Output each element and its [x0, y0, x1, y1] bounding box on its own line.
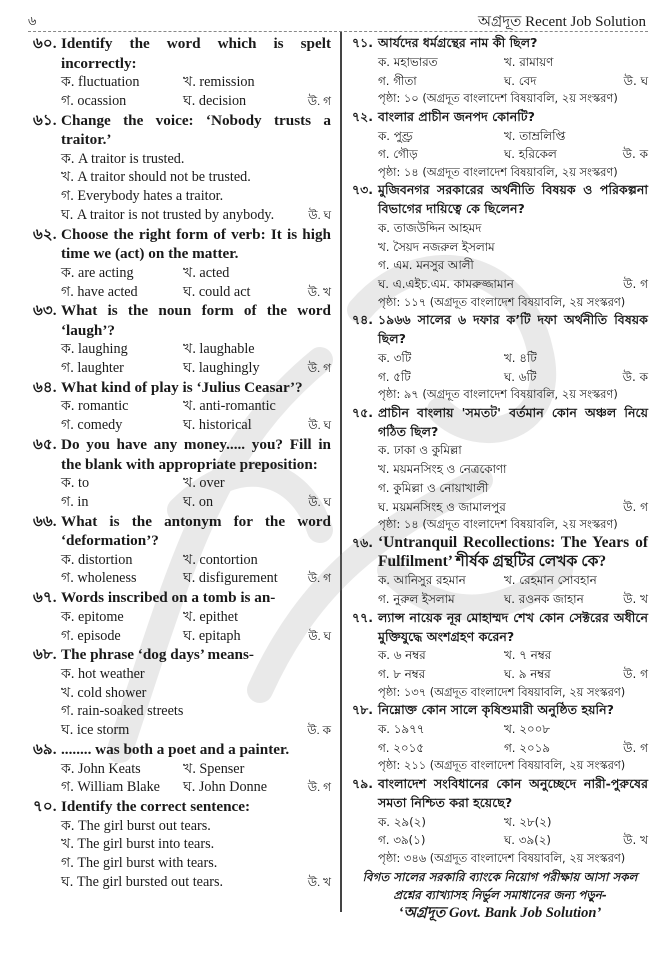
option: গ. comedy: [61, 417, 123, 434]
option: ঘ. বেদ: [504, 73, 537, 88]
question-stem: [352, 108, 648, 127]
question-number: ৬৯.: [33, 741, 57, 759]
option: ঘ. এ.এইচ.এম. কামরুজ্জামান: [378, 277, 514, 292]
question-stem: [33, 512, 331, 551]
option-row: [61, 835, 331, 854]
question-text: The phrase ‘dog days’ means-: [61, 646, 254, 664]
option-row: [61, 264, 331, 283]
question-block: [352, 534, 648, 609]
question-block: [33, 588, 331, 645]
option: ক. laughing: [61, 341, 128, 358]
option-row: [378, 479, 648, 498]
question-text: ........ was both a poet and a painter.: [61, 741, 290, 759]
option: খ. anti-romantic: [183, 398, 276, 415]
options-list: [61, 474, 331, 512]
option-row: [61, 150, 331, 169]
option-row: [378, 720, 648, 739]
option-row: [378, 256, 648, 275]
option: খ. তাম্রলিপ্তি: [504, 128, 566, 143]
answer-key: উ. গ: [623, 277, 648, 292]
option-row: [378, 53, 648, 72]
option: ক. hot weather: [61, 665, 145, 682]
question-block: [33, 740, 331, 797]
answer-key: উ. গ: [307, 93, 331, 108]
option: ক. ২৯(২): [378, 814, 426, 829]
option: ক. The girl burst out tears.: [61, 817, 211, 834]
options-list: [378, 571, 648, 608]
right-column: [352, 34, 648, 922]
source-reference: পৃষ্ঠা: ১০ (অগ্রদূত বাংলাদেশ বিষয়াবলি, ২য় সংস্করণ): [378, 91, 618, 106]
option-row: [61, 397, 331, 416]
option: ঘ. ice storm: [61, 722, 130, 739]
option-row: [61, 168, 331, 187]
question-text: বাংলাদেশ সংবিধানের কোন অনুচ্ছেদে নারী-পুরুষের সমতা নিশ্চিত করা হয়েছে?: [378, 775, 648, 810]
option: গ. ৮ নম্বর: [378, 667, 426, 682]
option: ক. epitome: [61, 608, 124, 625]
question-block: [33, 435, 331, 512]
option: গ. episode: [61, 627, 121, 644]
question-block: [33, 301, 331, 378]
option: গ. গীতা: [378, 73, 417, 88]
options-list: [378, 53, 648, 108]
option: গ. নুরুল ইসলাম: [378, 592, 455, 607]
question-block: [33, 645, 331, 740]
option: ঘ. A traitor is not trusted by anybody.: [61, 206, 275, 223]
option: খ. contortion: [183, 551, 258, 568]
question-text: ‘Untranquil Recollections: The Years of Fulfilment’ শীর্ষক গ্রন্থটির লেখক কে?: [378, 533, 648, 570]
option: খ. A traitor should not be trusted.: [61, 169, 251, 186]
option: ক. romantic: [61, 398, 129, 415]
question-number: ৬৮.: [33, 646, 57, 664]
option: খ. acted: [183, 264, 230, 281]
option-row: [378, 238, 648, 257]
options-list: [378, 127, 648, 182]
question-text: Words inscribed on a tomb is an-: [61, 589, 276, 607]
question-block: [33, 34, 331, 111]
option: ক. fluctuation: [61, 74, 140, 90]
option: ঘ. could act: [183, 283, 251, 300]
question-block: [33, 225, 331, 302]
options-list: [61, 817, 331, 892]
option: খ. remission: [183, 74, 255, 90]
option: খ. ৪টি: [504, 350, 537, 365]
option-row: [378, 590, 648, 609]
answer-key: উ. ঘ: [308, 207, 331, 222]
question-number: ৭০.: [33, 798, 57, 816]
option: গ. William Blake: [61, 779, 160, 796]
option-row: [61, 854, 331, 873]
option-row: [61, 627, 331, 646]
question-block: [33, 111, 331, 225]
option: ক. A traitor is trusted.: [61, 150, 185, 167]
option-row: [61, 359, 331, 378]
question-block: [352, 404, 648, 534]
option-row: [378, 219, 648, 238]
option-row: [378, 127, 648, 146]
option: ক. ১৯৭৭: [378, 722, 425, 737]
option-row: [61, 608, 331, 627]
question-stem: [33, 797, 331, 817]
options-list: [378, 441, 648, 533]
options-list: [61, 340, 331, 378]
question-text: প্রাচীন বাংলায় 'সমতট' বর্তমান কোন অঞ্চল নিয়ে গঠিত ছিল?: [378, 404, 648, 439]
options-list: [61, 551, 331, 589]
option: গ. ৩৯(১): [378, 833, 426, 848]
answer-key: উ. গ: [623, 740, 648, 755]
question-number: ৬৫.: [33, 436, 57, 454]
question-block: [352, 181, 648, 311]
question-text: What is the antonym for the word ‘deformation’?: [61, 512, 331, 550]
option-row: [378, 145, 648, 164]
question-stem: [352, 775, 648, 813]
option-row: [61, 760, 331, 779]
question-number: ৭২.: [352, 108, 374, 124]
answer-key: উ. গ: [307, 780, 331, 795]
option-row: [378, 368, 648, 387]
option: গ. Everybody hates a traitor.: [61, 188, 224, 205]
option-row: [61, 551, 331, 570]
option-row: [61, 665, 331, 684]
question-text: মুজিবনগর সরকারের অর্থনীতি বিষয়ক ও পরিকল্পনা বিভাগের দায়িত্বে কে ছিলেন?: [378, 182, 648, 217]
question-stem: [352, 701, 648, 720]
option-row: [61, 817, 331, 836]
promo-note: [352, 868, 648, 922]
option-row: [61, 283, 331, 302]
question-text: Do you have any money..... you? Fill in the blank with appropriate preposition:: [61, 436, 331, 473]
answer-key: উ. ঘ: [308, 418, 331, 433]
question-number: ৬০.: [33, 35, 57, 52]
question-stem: [33, 225, 331, 264]
option: গ. ocassion: [61, 92, 127, 109]
source-reference: পৃষ্ঠা: ১৪ (অগ্রদূত বাংলাদেশ বিষয়াবলি, ২য় সংস্করণ): [378, 517, 618, 532]
question-block: [352, 311, 648, 404]
option: ঘ. decision: [183, 92, 247, 109]
question-text: নিম্নোক্ত কোন সালে কৃষিশুমারী অনুষ্ঠিত হয়নি?: [378, 702, 614, 718]
answer-key: উ. ঘ: [308, 494, 331, 509]
option-row: [61, 340, 331, 359]
answer-key: উ. ক: [307, 723, 331, 738]
option: ঘ. disfigurement: [183, 570, 278, 587]
question-stem: [352, 181, 648, 219]
option-row: [378, 571, 648, 590]
options-list: [61, 73, 331, 111]
option-row: [61, 474, 331, 493]
question-number: ৭৮.: [352, 702, 373, 718]
option-row: [61, 206, 331, 225]
option: ক. are acting: [61, 264, 134, 281]
question-stem: [33, 740, 331, 760]
option: খ. সৈয়দ নজরুল ইসলাম: [378, 239, 495, 254]
answer-key: উ. গ: [623, 499, 648, 514]
question-number: ৭৩.: [352, 182, 374, 198]
option-row: [378, 646, 648, 665]
options-list: [378, 349, 648, 404]
option-row: [61, 569, 331, 588]
options-list: [378, 813, 648, 868]
option: খ. ৭ নম্বর: [504, 648, 552, 663]
option-row: [61, 73, 331, 92]
question-block: [352, 701, 648, 775]
question-number: ৭১.: [352, 35, 373, 50]
question-number: ৬৬.: [33, 512, 57, 530]
question-block: [33, 378, 331, 435]
option: ক. মহাভারত: [378, 54, 438, 69]
option-row: [61, 92, 331, 111]
question-number: ৭৫.: [352, 404, 373, 420]
source-reference: পৃষ্ঠা: ১১৭ (অগ্রদূত বাংলাদেশ বিষয়াবলি, ২য় সংস্করণ): [378, 294, 626, 309]
option: ক. ৬ নম্বর: [378, 648, 426, 663]
option: গ. ৫টি: [378, 369, 411, 384]
question-text: Identify the word which is spelt incorrectly:: [61, 35, 331, 72]
option-row: [61, 702, 331, 721]
question-text: Change the voice: ‘Nobody trusts a traitor.’: [61, 111, 331, 149]
question-stem: [352, 311, 648, 349]
option-row: [61, 684, 331, 703]
question-text: ল্যান্স নায়েক নূর মোহাম্মদ শেখ কোন সেক্টরের অধীনে মুক্তিযুদ্ধে অংশগ্রহণ করেন?: [378, 609, 648, 644]
question-block: [352, 34, 648, 108]
option-row: [378, 460, 648, 479]
option: ঘ. ৩৯(২): [504, 833, 551, 848]
option-row: [378, 349, 648, 368]
answer-key: উ. ঘ: [308, 628, 331, 643]
question-text: What kind of play is ‘Julius Ceasar’?: [61, 378, 303, 396]
options-list: [61, 150, 331, 225]
question-number: ৭৯.: [352, 775, 373, 791]
question-block: [352, 609, 648, 702]
answer-key: উ. ঘ: [623, 73, 648, 88]
option: গ. কুমিল্লা ও নোয়াখালী: [378, 480, 489, 495]
option: গ. rain-soaked streets: [61, 703, 184, 720]
question-stem: [33, 645, 331, 665]
answer-key: উ. ক: [622, 147, 648, 162]
option: ক. পুণ্ড্র: [378, 128, 413, 143]
answer-key: উ. খ: [307, 284, 331, 299]
question-stem: [33, 435, 331, 474]
options-list: [61, 608, 331, 646]
option-row: [378, 665, 648, 684]
question-text: Identify the correct sentence:: [61, 798, 251, 816]
option: ঘ. ময়মনসিংহ ও জামালপুর: [378, 499, 506, 514]
option: গ. এম. মনসুর আলী: [378, 258, 474, 273]
option-row: [61, 493, 331, 512]
source-reference: পৃষ্ঠা: ১৩৭ (অগ্রদূত বাংলাদেশ বিষয়াবলি, ২য় সংস্করণ): [378, 684, 626, 699]
promo-line-2: প্রশ্নের ব্যাখ্যাসহ নির্ভুল সমাধানের জন্য পড়ুন-: [393, 888, 607, 903]
answer-key: উ. খ: [307, 875, 331, 890]
source-reference: পৃষ্ঠা: ১৪ (অগ্রদূত বাংলাদেশ বিষয়াবলি, ২য় সংস্করণ): [378, 164, 618, 179]
question-block: [352, 775, 648, 868]
option: খ. ময়মনসিংহ ও নেত্রকোণা: [378, 462, 507, 477]
question-number: ৭৪.: [352, 312, 373, 328]
page-number: ৬: [28, 13, 37, 28]
answer-key: উ. ক: [622, 369, 648, 384]
option: খ. cold shower: [61, 684, 147, 701]
option: খ. The girl burst into tears.: [61, 836, 215, 853]
option: ক. distortion: [61, 551, 133, 568]
question-number: ৬৩.: [33, 302, 57, 320]
option: খ. ২৮(২): [504, 814, 552, 829]
option: গ. wholeness: [61, 570, 137, 587]
option: ক. to: [61, 475, 90, 492]
question-stem: [352, 534, 648, 572]
option: ঘ. হরিকেল: [504, 147, 557, 162]
question-number: ৬৪.: [33, 378, 57, 396]
option: ঘ. John Donne: [183, 779, 268, 796]
promo-line-1: বিগত সালের সরকারি ব্যাংকে নিয়োগ পরীক্ষায় আসা সকল: [362, 870, 638, 885]
left-column: [33, 34, 331, 892]
option: খ. over: [183, 475, 225, 492]
options-list: [378, 646, 648, 701]
option-row: [61, 721, 331, 740]
option-row: [378, 739, 648, 758]
question-number: ৬৭.: [33, 589, 57, 607]
option: ক. তাজউদ্দিন আহমদ: [378, 221, 482, 235]
option-row: [378, 72, 648, 91]
question-block: [33, 512, 331, 589]
option: গ. have acted: [61, 283, 138, 300]
options-list: [61, 665, 331, 740]
option-row: [61, 778, 331, 797]
question-number: ৬২.: [33, 225, 57, 243]
option: ঘ. ৯ নম্বর: [504, 667, 551, 682]
options-list: [61, 264, 331, 302]
answer-key: উ. গ: [623, 667, 648, 682]
question-text: Choose the right form of verb: It is high time we (act) on the matter.: [61, 225, 331, 263]
option-row: [378, 813, 648, 832]
option: ঘ. The girl bursted out tears.: [61, 874, 224, 891]
option-row: [61, 873, 331, 892]
question-number: ৭৬.: [352, 534, 374, 550]
option: ক. ঢাকা ও কুমিল্লা: [378, 443, 462, 458]
question-text: ১৯৬৬ সালের ৬ দফার ক’টি দফা অর্থনীতি বিষয়ক ছিল?: [378, 312, 648, 347]
question-block: [33, 797, 331, 892]
option: ক. John Keats: [61, 760, 141, 777]
source-reference: পৃষ্ঠা: ২১১ (অগ্রদূত বাংলাদেশ বিষয়াবলি, ২য় সংস্করণ): [378, 758, 626, 773]
answer-key: উ. গ: [307, 571, 331, 586]
option-row: [61, 416, 331, 435]
answer-key: উ. খ: [623, 592, 648, 607]
question-stem: [33, 111, 331, 150]
question-number: ৬১.: [33, 111, 57, 129]
option: গ. in: [61, 493, 89, 510]
question-text: What is the noun form of the word ‘laugh’?: [61, 302, 331, 339]
option: ঘ. laughingly: [183, 360, 260, 377]
option-row: [378, 275, 648, 294]
question-stem: [33, 34, 331, 73]
question-stem: [33, 588, 331, 608]
option-row: [378, 498, 648, 517]
option: ঘ. on: [183, 493, 214, 510]
source-reference: পৃষ্ঠা: ৯৭ (অগ্রদূত বাংলাদেশ বিষয়াবলি, ২য় সংস্করণ): [378, 387, 618, 402]
question-stem: [352, 34, 648, 53]
answer-key: উ. গ: [307, 361, 331, 376]
answer-key: উ. খ: [623, 833, 648, 848]
question-text: আর্যদের ধর্মগ্রন্থের নাম কী ছিল?: [378, 35, 538, 50]
question-stem: [352, 404, 648, 442]
question-number: ৭৭.: [352, 609, 374, 625]
option: খ. ২০০৮: [504, 722, 550, 737]
header-rule: [28, 31, 648, 32]
book-title: অগ্রদূত Recent Job Solution: [478, 14, 646, 30]
source-reference: পৃষ্ঠা: ৩৪৬ (অগ্রদূত বাংলাদেশ বিষয়াবলি, ২য় সংস্করণ): [378, 850, 626, 865]
option: খ. রামায়ণ: [504, 54, 554, 69]
option: খ. রেহমান সোবহান: [504, 573, 597, 588]
option: ঘ. রওনক জাহান: [504, 592, 584, 607]
option: গ. গৌড়: [378, 147, 418, 162]
options-list: [378, 720, 648, 775]
options-list: [61, 760, 331, 798]
option: খ. epithet: [183, 608, 239, 625]
question-text: বাংলার প্রাচীন জনপদ কোনটি?: [378, 108, 535, 124]
options-list: [61, 397, 331, 435]
option: গ. ২০১৯: [504, 740, 550, 755]
option: গ. ২০১৫: [378, 740, 424, 755]
option-row: [378, 441, 648, 460]
promo-book-title: ‘অগ্রদূত Govt. Bank Job Solution’: [398, 905, 602, 922]
question-stem: [33, 301, 331, 340]
option-row: [378, 831, 648, 850]
page-header: [28, 10, 646, 30]
option: ক. ৩টি: [378, 350, 412, 365]
option: গ. laughter: [61, 360, 124, 377]
question-stem: [352, 609, 648, 647]
option: খ. Spenser: [183, 760, 245, 777]
option: খ. laughable: [183, 341, 255, 358]
options-list: [378, 219, 648, 311]
question-block: [352, 108, 648, 182]
option: ঘ. epitaph: [183, 627, 241, 644]
column-divider: [340, 32, 342, 912]
option: ঘ. historical: [183, 417, 252, 434]
option: ঘ. ৬টি: [504, 369, 537, 384]
option-row: [61, 187, 331, 206]
option: গ. The girl burst with tears.: [61, 855, 218, 872]
option: ক. আনিসুর রহমান: [378, 573, 466, 588]
question-stem: [33, 378, 331, 398]
